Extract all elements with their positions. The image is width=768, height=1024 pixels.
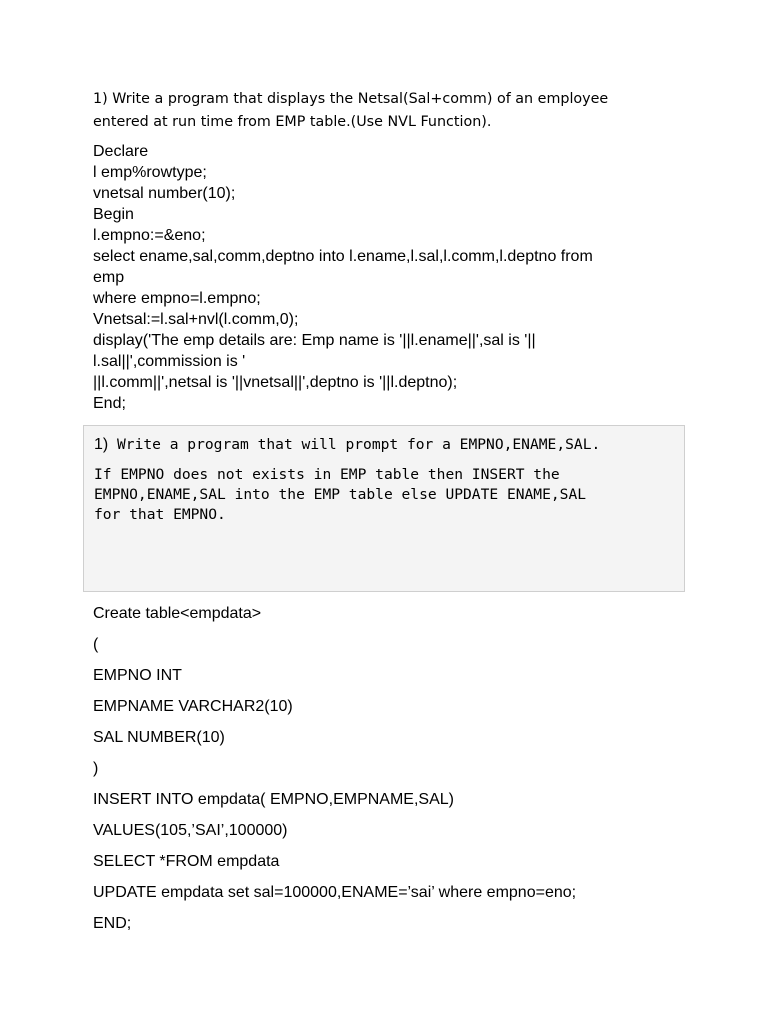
code-line: ||l.comm||',netsal is '||vnetsal||',deptno is '||l.deptno); [93, 374, 458, 391]
plsql-code-block-1 [93, 141, 733, 414]
question-1-line-1: 1) Write a program that displays the Netsal(Sal+comm) of an employee [93, 91, 609, 107]
code-line: SAL NUMBER(10) [93, 729, 225, 746]
code-line: emp [93, 269, 125, 286]
code-line: END; [93, 915, 132, 932]
question-2-line: If EMPNO does not exists in EMP table then INSERT the [94, 466, 560, 483]
code-line: Vnetsal:=l.sal+nvl(l.comm,0); [93, 311, 299, 328]
code-line: INSERT INTO empdata( EMPNO,EMPNAME,SAL) [93, 791, 454, 808]
code-line: UPDATE empdata set sal=100000,ENAME=’sai’ where empno=eno; [93, 884, 577, 901]
code-line: Create table<empdata> [93, 605, 262, 622]
question-1-line-2: entered at run time from EMP table.(Use NVL Function). [93, 114, 492, 130]
code-line: End; [93, 395, 126, 412]
code-line: vnetsal number(10); [93, 185, 236, 202]
code-line: l.empno:=&eno; [93, 227, 206, 244]
question-2-first-text: Write a program that will prompt for a EMPNO,ENAME,SAL. [108, 436, 601, 453]
code-line: EMPNAME VARCHAR2(10) [93, 698, 293, 715]
question-2-number: 1) [94, 436, 109, 453]
code-line: l.sal||',commission is ' [93, 353, 246, 370]
code-line: where empno=l.empno; [93, 290, 261, 307]
code-line: Declare [93, 143, 149, 160]
sql-code-block-2 [93, 598, 733, 939]
code-line: ( [93, 636, 99, 653]
question-2-line: EMPNO,ENAME,SAL into the EMP table else UPDATE ENAME,SAL [94, 486, 587, 503]
question-1-text [93, 88, 693, 134]
code-line: Begin [93, 206, 134, 223]
code-line: ) [93, 760, 99, 777]
question-2-line: for that EMPNO. [94, 506, 226, 523]
code-line: display('The emp details are: Emp name is '||l.ename||',sal is '|| [93, 332, 536, 349]
code-line: VALUES(105,’SAI’,100000) [93, 822, 288, 839]
code-line: EMPNO INT [93, 667, 182, 684]
code-line: l emp%rowtype; [93, 164, 207, 181]
code-line: SELECT *FROM empdata [93, 853, 280, 870]
question-2-box [83, 425, 685, 592]
question-2-body [94, 465, 586, 525]
question-2-first-line [94, 435, 600, 455]
code-line: select ename,sal,comm,deptno into l.ename,l.sal,l.comm,l.deptno from [93, 248, 593, 265]
